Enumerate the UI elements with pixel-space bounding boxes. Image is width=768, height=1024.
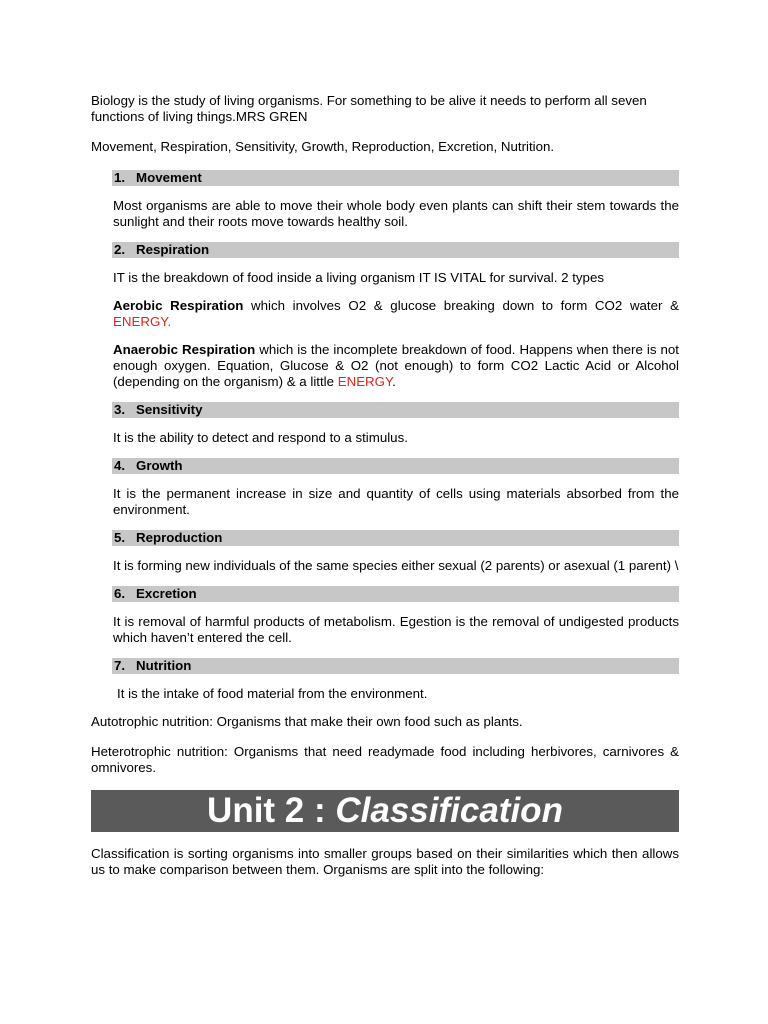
section-heading-movement	[112, 170, 679, 186]
section-number: 1.	[114, 170, 126, 185]
anaerobic-paragraph	[113, 342, 679, 390]
unit-2-banner	[91, 790, 679, 832]
autotrophic-text: Autotrophic nutrition: Organisms that make their own food such as plants.	[91, 714, 523, 729]
section-heading-excretion	[112, 586, 679, 602]
aerobic-term: Aerobic Respiration	[113, 298, 244, 313]
aerobic-text: which involves O2 & glucose breaking down to form CO2 water &	[243, 298, 679, 313]
section-title: Respiration	[136, 242, 210, 257]
section-title: Sensitivity	[136, 402, 203, 417]
aerobic-energy: ENERGY.	[113, 314, 172, 329]
sensitivity-text: It is the ability to detect and respond to a stimulus.	[113, 430, 408, 445]
seven-functions-list: Movement, Respiration, Sensitivity, Growth, Reproduction, Excretion, Nutrition.	[91, 139, 555, 154]
section-title: Reproduction	[136, 530, 223, 545]
growth-text: It is the permanent increase in size and quantity of cells using materials absorbed from the environment.	[113, 486, 679, 517]
classification-text: Classification is sorting organisms into smaller groups based on their similarities which then allows us to make comparison between them. Organisms are split into the following:	[91, 846, 679, 877]
section-number: 5.	[114, 530, 126, 545]
unit-2-prefix: Unit 2 :	[207, 791, 336, 830]
section-heading-nutrition	[112, 658, 679, 674]
section-number: 6.	[114, 586, 126, 601]
reproduction-text: It is forming new individuals of the same species either sexual (2 parents) or asexual (1 parent) \	[113, 558, 679, 573]
section-heading-reproduction	[112, 530, 679, 546]
unit-2-title: Classification	[335, 791, 563, 830]
excretion-text: It is removal of harmful products of metabolism. Egestion is the removal of undigested products which haven’t entered the cell.	[113, 614, 679, 645]
nutrition-text: It is the intake of food material from the environment.	[117, 686, 428, 701]
heterotrophic-text: Heterotrophic nutrition: Organisms that need readymade food including herbivores, carnivores & omnivores.	[91, 744, 679, 775]
anaerobic-text: which is the incomplete breakdown of food. Happens when there is not enough oxygen. Equation, Glucose & O2 (not enough) to form CO2 Lactic Acid or Alcohol (depending on the organism) & a little	[113, 342, 679, 389]
section-title: Growth	[136, 458, 183, 473]
section-number: 7.	[114, 658, 126, 673]
anaerobic-end: .	[392, 374, 396, 389]
section-number: 3.	[114, 402, 126, 417]
document-page	[91, 93, 679, 892]
section-heading-growth	[112, 458, 679, 474]
section-heading-respiration	[112, 242, 679, 258]
section-number: 2.	[114, 242, 126, 257]
anaerobic-term: Anaerobic Respiration	[113, 342, 256, 357]
section-heading-sensitivity	[112, 402, 679, 418]
section-number: 4.	[114, 458, 126, 473]
respiration-text: IT is the breakdown of food inside a living organism IT IS VITAL for survival. 2 types	[113, 270, 604, 285]
intro-paragraph: Biology is the study of living organisms. For something to be alive it needs to perform all seven functions of living things.MRS GREN	[91, 93, 647, 124]
movement-text: Most organisms are able to move their whole body even plants can shift their stem towards the sunlight and their roots move towards healthy soil.	[113, 198, 679, 229]
section-title: Movement	[136, 170, 202, 185]
section-title: Excretion	[136, 586, 197, 601]
aerobic-paragraph	[113, 298, 679, 330]
anaerobic-energy: ENERGY	[337, 374, 393, 389]
section-title: Nutrition	[136, 658, 192, 673]
